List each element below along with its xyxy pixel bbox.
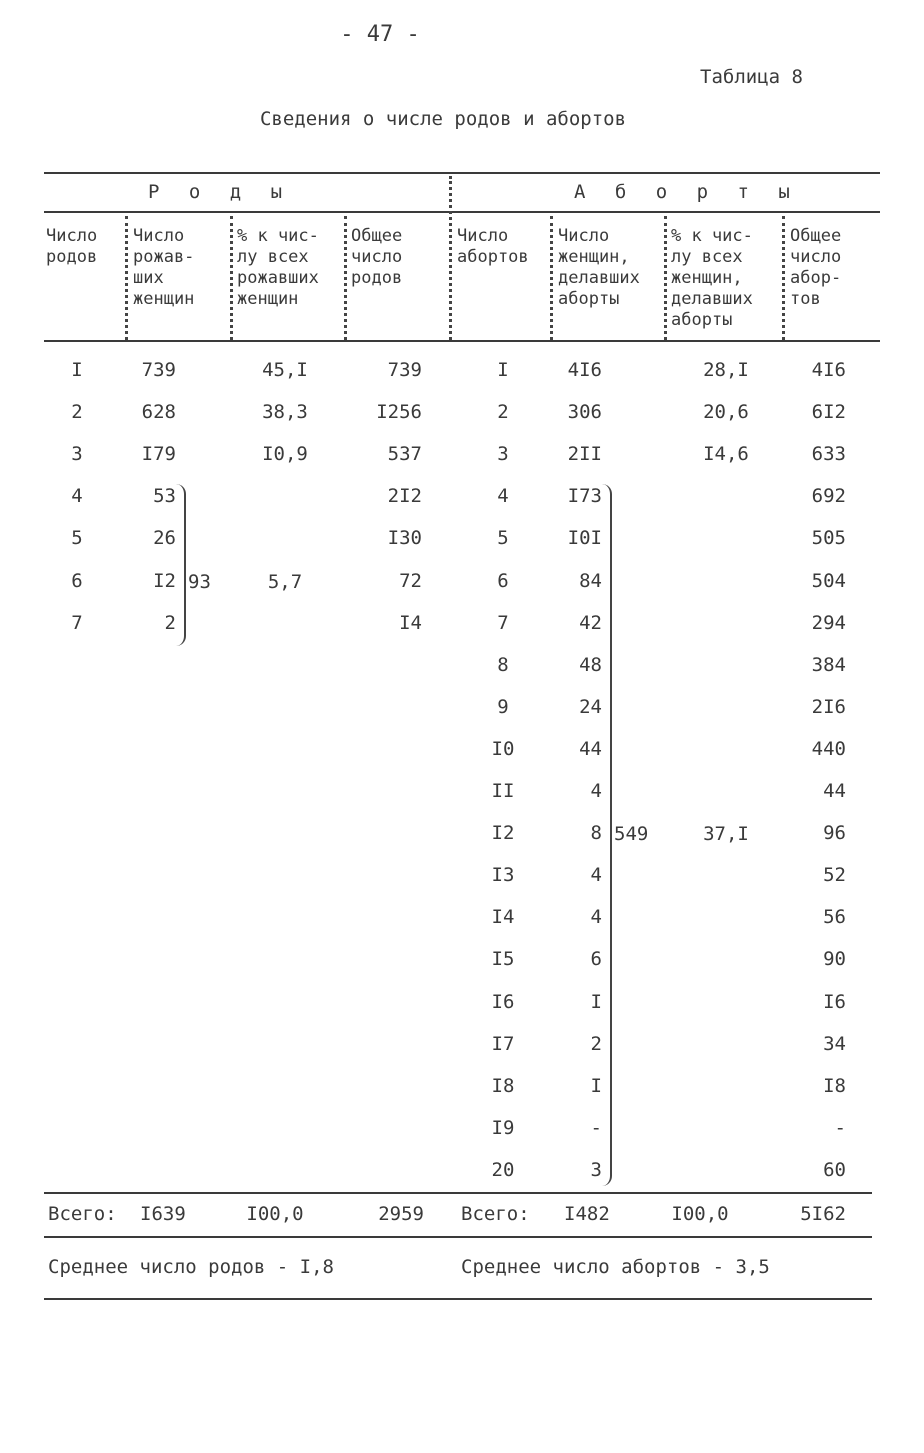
abortions-row-women: I xyxy=(590,1074,602,1097)
births-row-pct xyxy=(235,484,335,508)
abortions-row-pct: 20,6 xyxy=(703,401,749,424)
column-divider xyxy=(125,216,128,340)
births-row-women: 628 xyxy=(141,401,176,424)
table-label: Таблица 8 xyxy=(700,66,803,88)
births-row-n: I xyxy=(71,359,83,381)
births-row-n: 5 xyxy=(71,527,83,550)
abortions-row-total: 384 xyxy=(811,653,846,676)
abortions-row-n: I xyxy=(497,359,509,381)
abortions-row-total: - xyxy=(834,1116,846,1139)
births-row-total: I256 xyxy=(376,401,422,424)
header-abortions-pct: % к чис- лу всех женщин, делавших аборты xyxy=(671,226,753,330)
abortions-row-total: 505 xyxy=(811,527,846,550)
abortions-row-n: 4 xyxy=(497,485,509,508)
births-row-total: 72 xyxy=(399,569,422,592)
abortions-row-total: 692 xyxy=(811,485,846,508)
abortions-row-total: 6I2 xyxy=(811,401,846,424)
births-total-women: I639 xyxy=(140,1203,186,1225)
abortions-group-pct: 37,I xyxy=(703,823,749,845)
births-row-women: I79 xyxy=(141,443,176,466)
births-row-pct xyxy=(235,611,335,635)
births-row-total: 739 xyxy=(387,359,422,381)
abortions-total-label: Всего: xyxy=(461,1203,530,1225)
abortions-row-n: 5 xyxy=(497,527,509,550)
header-births-pct: % к чис- лу всех рожавших женщин xyxy=(237,226,319,309)
abortions-row-n: I0 xyxy=(491,737,515,760)
births-group-header: Р о д ы xyxy=(148,181,292,203)
abortions-row-women: 44 xyxy=(579,737,602,760)
abortions-row-n: I2 xyxy=(491,822,515,845)
abortions-row-n: I8 xyxy=(491,1074,515,1097)
abortions-row-women: 306 xyxy=(567,401,602,424)
abortions-row-total: 2I6 xyxy=(811,695,846,718)
births-row-total: 537 xyxy=(387,443,422,466)
abortions-row-n: 2 xyxy=(497,401,509,424)
births-row-total: I30 xyxy=(387,527,422,550)
abortions-row-women: 2 xyxy=(590,1032,602,1055)
abortions-row-total: 294 xyxy=(811,611,846,634)
table-top-rule xyxy=(44,172,880,174)
births-total-pct: I00,0 xyxy=(246,1203,304,1225)
abortions-row-n: I4 xyxy=(491,906,515,929)
abortions-row-n: I7 xyxy=(491,1032,515,1055)
header-abortions-total: Общее число абор- тов xyxy=(790,226,842,309)
births-row-women: 26 xyxy=(153,527,176,550)
abortions-row-women: 4 xyxy=(590,864,602,887)
births-row-women: 53 xyxy=(153,485,176,508)
header-births-women: Число рожав- ших женщин xyxy=(133,226,195,309)
totals-top-rule xyxy=(44,1192,872,1194)
births-row-total: 2I2 xyxy=(387,485,422,508)
abortions-row-women: 2II xyxy=(567,443,602,466)
abortions-row-total: 44 xyxy=(823,780,846,802)
births-group-brace xyxy=(174,484,186,646)
abortions-row-total: 90 xyxy=(823,948,846,971)
group-header-rule xyxy=(44,211,880,213)
abortions-row-total: 440 xyxy=(811,737,846,760)
births-total-label: Всего: xyxy=(48,1203,117,1225)
abortions-row-total: I6 xyxy=(823,990,846,1013)
abortions-row-women: 3 xyxy=(590,1158,602,1181)
abortions-row-women: 4I6 xyxy=(567,359,602,381)
abortions-row-total: 34 xyxy=(823,1032,846,1055)
header-births-total: Общее число родов xyxy=(351,226,403,288)
abortions-row-n: 7 xyxy=(497,611,509,634)
header-births-count: Число родов xyxy=(46,226,98,267)
births-total-total: 2959 xyxy=(378,1203,424,1225)
abortions-group-header: А б о р т ы xyxy=(574,181,799,203)
abortions-row-n: I5 xyxy=(491,948,515,971)
column-divider xyxy=(664,216,667,340)
column-divider xyxy=(344,216,347,340)
header-bottom-rule xyxy=(44,340,880,342)
abortions-row-women: 42 xyxy=(579,611,602,634)
births-row-pct: I0,9 xyxy=(262,443,308,466)
table-bottom-rule xyxy=(44,1298,872,1300)
abortions-row-n: 3 xyxy=(497,443,509,466)
births-row-n: 7 xyxy=(71,611,83,634)
births-group-sum: 93 xyxy=(188,571,211,593)
abortions-row-women: 84 xyxy=(579,569,602,592)
header-abortions-women: Число женщин, делавших аборты xyxy=(558,226,640,309)
table-caption: Сведения о числе родов и абортов xyxy=(259,108,627,130)
abortions-row-n: I6 xyxy=(491,990,515,1013)
abortions-row-n: I3 xyxy=(491,864,515,887)
abortions-row-total: 633 xyxy=(811,443,846,466)
column-divider xyxy=(550,216,553,340)
abortions-total-pct: I00,0 xyxy=(671,1203,729,1225)
abortions-row-women: 8 xyxy=(590,822,602,845)
abortions-row-women: I0I xyxy=(567,527,602,550)
abortions-row-women: 4 xyxy=(590,780,602,802)
abortions-row-total: 52 xyxy=(823,864,846,887)
births-row-n: 3 xyxy=(71,443,83,466)
births-average: Среднее число родов - I,8 xyxy=(48,1256,334,1278)
abortions-row-women: 48 xyxy=(579,653,602,676)
births-row-pct: 38,3 xyxy=(262,401,308,424)
header-abortions-count: Число абортов xyxy=(457,226,529,267)
abortions-row-total: 56 xyxy=(823,906,846,929)
births-group-pct: 5,7 xyxy=(267,571,303,593)
births-row-n: 6 xyxy=(71,569,83,592)
abortions-row-total: 504 xyxy=(811,569,846,592)
page-number: - 47 - xyxy=(340,22,420,47)
births-row-total: I4 xyxy=(399,611,422,634)
abortions-row-n: II xyxy=(491,780,515,802)
abortions-total-women: I482 xyxy=(564,1203,610,1225)
abortions-row-total: 60 xyxy=(823,1158,846,1181)
births-row-women: 739 xyxy=(141,359,176,381)
abortions-row-women: 6 xyxy=(590,948,602,971)
abortions-row-total: I8 xyxy=(823,1074,846,1097)
births-row-n: 4 xyxy=(71,485,83,508)
births-row-pct xyxy=(235,526,335,550)
abortions-row-women: - xyxy=(590,1116,602,1139)
abortions-row-pct: I4,6 xyxy=(703,443,749,466)
births-row-women: 2 xyxy=(164,611,176,634)
group-divider xyxy=(449,176,452,340)
abortions-row-n: 9 xyxy=(497,695,509,718)
births-row-pct: 45,I xyxy=(262,359,308,381)
totals-bottom-rule xyxy=(44,1236,872,1238)
column-divider xyxy=(782,216,785,340)
abortions-row-pct: 28,I xyxy=(703,359,749,381)
abortions-row-n: 20 xyxy=(491,1158,515,1181)
births-row-n: 2 xyxy=(71,401,83,424)
abortions-row-total: 4I6 xyxy=(811,359,846,381)
abortions-row-women: 24 xyxy=(579,695,602,718)
abortions-row-n: I9 xyxy=(491,1116,515,1139)
column-divider xyxy=(230,216,233,340)
abortions-row-total: 96 xyxy=(823,822,846,845)
abortions-row-women: I73 xyxy=(567,485,602,508)
abortions-group-brace xyxy=(600,484,612,1186)
abortions-row-n: 8 xyxy=(497,653,509,676)
abortions-row-women: 4 xyxy=(590,906,602,929)
births-row-women: I2 xyxy=(153,569,176,592)
abortions-group-sum: 549 xyxy=(614,823,649,845)
abortions-total-total: 5I62 xyxy=(800,1203,846,1225)
abortions-average: Среднее число абортов - 3,5 xyxy=(461,1256,770,1278)
abortions-row-women: I xyxy=(590,990,602,1013)
abortions-row-n: 6 xyxy=(497,569,509,592)
